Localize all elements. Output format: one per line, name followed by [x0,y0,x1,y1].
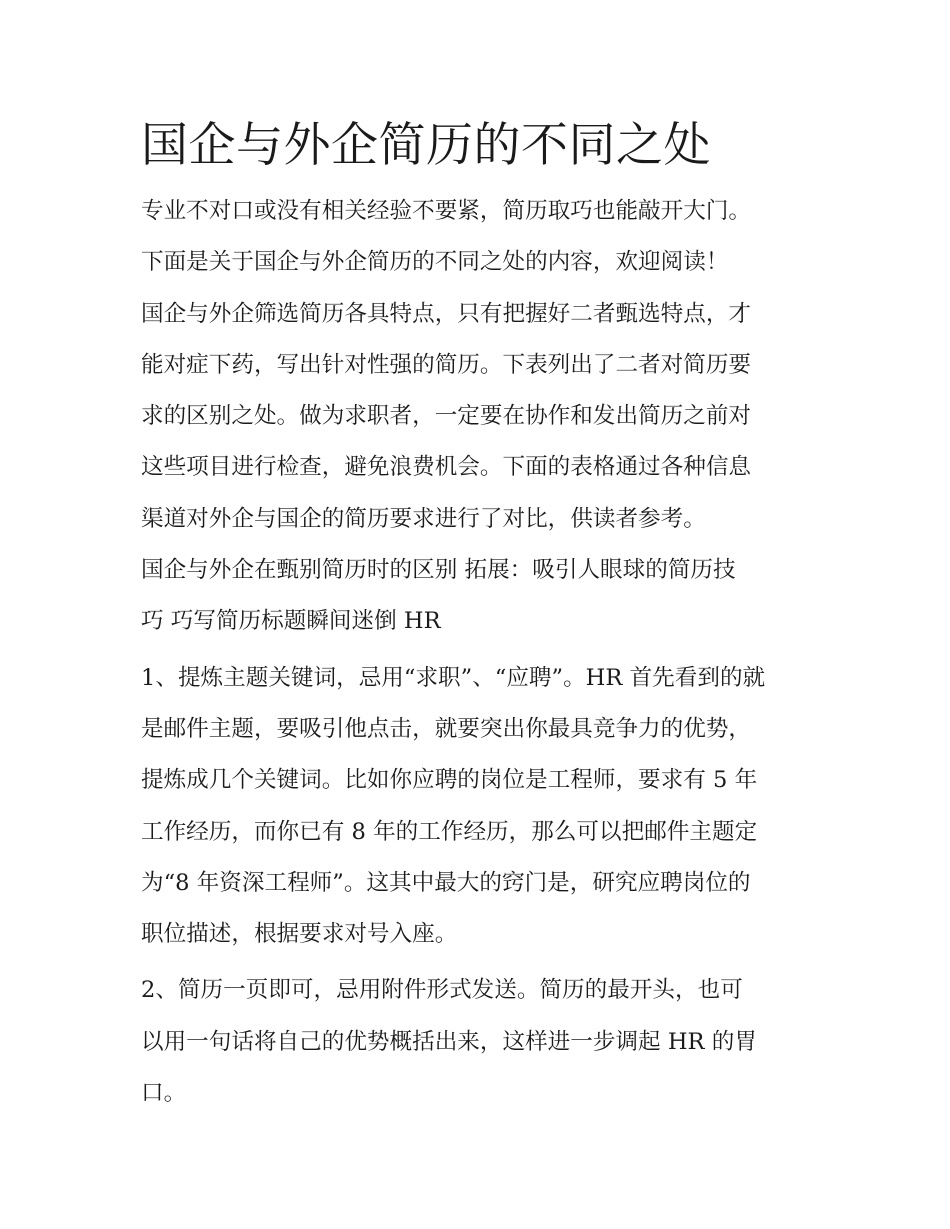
text-line: 求的区别之处。做为求职者，一定要在协作和发出简历之前对 [141,403,752,430]
text-line: 专业不对口或没有相关经验不要紧，简历取巧也能敲开大门。 [141,198,752,224]
text-line: 为“8 年资深工程师”。这其中最大的窍门是，研究应聘岗位的 [141,869,751,896]
text-line: 能对症下药，写出针对性强的简历。下表列出了二者对简历要 [141,351,752,378]
tip-1-paragraph [141,653,813,961]
text-line: 巧 巧写简历标题瞬间迷倒 HR [141,608,441,635]
text-line: 下面是关于国企与外企简历的不同之处的内容，欢迎阅读！ [141,249,729,276]
text-line: 国企与外企在甄别简历时的区别 拓展：吸引人眼球的简历技 [141,557,736,584]
extension-paragraph [141,545,813,648]
document-title: 国企与外企简历的不同之处 [141,118,711,173]
text-line: 2、简历一页即可，忌用附件形式发送。简历的最开头，也可 [141,977,743,1004]
text-line: 国企与外企筛选简历各具特点，只有把握好二者甄选特点，才 [141,300,752,327]
text-line: 以用一句话将自己的优势概括出来，这样进一步调起 HR 的胃 [141,1028,757,1055]
text-line: 渠道对外企与国企的简历要求进行了对比，供读者参考。 [141,505,706,532]
text-line: 工作经历，而你已有 8 年的工作经历，那么可以把邮件主题定 [141,818,758,845]
text-line: 这些项目进行检查，避免浪费机会。下面的表格通过各种信息 [141,454,752,481]
tip-2-paragraph [141,965,813,1119]
text-line: 1、提炼主题关键词，忌用“求职”、“应聘”。HR 首先看到的就 [141,664,766,691]
comparison-paragraph [141,289,813,545]
text-line: 是邮件主题，要吸引他点击，就要突出你最具竞争力的优势， [141,715,752,742]
text-line: 职位描述，根据要求对号入座。 [141,921,458,948]
document-page [141,112,813,1119]
text-line: 口。 [141,1080,187,1107]
text-line: 提炼成几个关键词。比如你应聘的岗位是工程师，要求有 5 年 [141,767,758,794]
intro-paragraph [141,186,813,289]
